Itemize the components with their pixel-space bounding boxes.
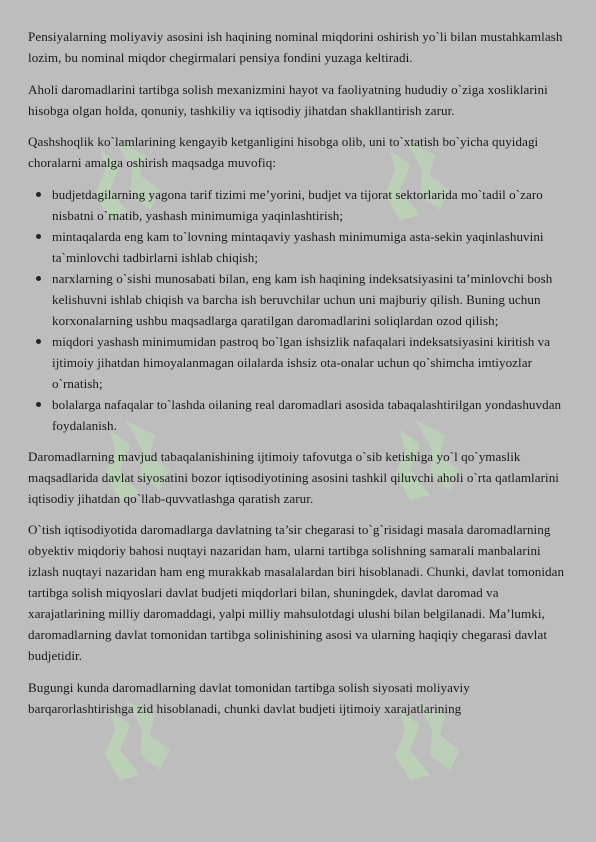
paragraph: O`tish iqtisodiyotida daromadlarga davlatning ta’sir chegarasi to`g`risidagi masala daromadlarning obyektiv miqdoriy bahosi nuqtayi nazaridan ham, ularni tartibga solishning samarali manbalarini izlash nuqtayi nazaridan ham eng murakkab masalalardan biri hisoblanadi. Chunki, davlat tomonidan tartibga solish miqyoslari davlat budjeti miqdorlari bilan, shuningdek, davlat daromad va xarajatlarining milliy daromaddagi, yalpi milliy mahsulotdagi ulushi bilan belgilanadi. Ma’lumki, daromadlarning davlat tomonidan tartibga solinishining asosi va ularning haqiqiy chegarasi davlat budjetidir.: [28, 522, 565, 663]
bullet-item: mintaqalarda eng kam to`lovning mintaqaviy yashash minimumiga asta-sekin yaqinlashuvini ta`minlovchi tadbirlarni ishlab chiqish;: [52, 226, 568, 268]
document-body: [28, 26, 568, 729]
paragraph: Bugungi kunda daromadlarning davlat tomonidan tartibga solish siyosati moliyaviy barqarorlashtirishga zid hisoblanadi, chunki davlat budjeti ijtimoiy xarajatlarining: [28, 679, 470, 716]
bullet-item: budjetdagilarning yagona tarif tizimi me’yorini, budjet va tijorat sektorlarida mo`tadil o`zaro nisbatni o`rnatib, yashash minimumiga yaqinlashtirish;: [52, 184, 568, 226]
paragraph: Aholi daromadlarini tartibga solish mexanizmini hayot va faoliyatning hududiy o`ziga xosliklarini hisobga olgan holda, qonuniy, tashkiliy va iqtisodiy jihatdan shakllantirish zarur.: [28, 81, 548, 118]
bullet-list: [28, 184, 568, 436]
paragraph: Pensiyalarning moliyaviy asosini ish haqining nominal miqdorini oshirish yo`li bilan mustahkamlash lozim, bu nominal miqdor chegirmalari pensiya fondini yuzaga keltiradi.: [28, 29, 563, 65]
bullet-item: bolalarga nafaqalar to`lashda oilaning real daromadlari asosida tabaqalashtirilgan yondashuvdan foydalanish.: [52, 394, 568, 436]
bullet-item: miqdori yashash minimumidan pastroq bo`lgan ishsizlik nafaqalari indeksatsiyasini kiritish va ijtimoiy jihatdan himoyalanmagan oilalarda ishsiz ota-onalar uchun qo`shimcha imtiyozlar o`rnatish;: [52, 331, 568, 394]
bullet-item: narxlarning o`sishi munosabati bilan, eng kam ish haqining indeksatsiyasini ta’minlovchi bosh kelishuvni ishlab chiqish va barcha ish beruvchilar uchun uni majburiy qilish. Buning uchun korxonalarning ushbu maqsadlarga qaratilgan daromadlarini soliqlardan ozod qilish;: [52, 268, 568, 331]
paragraph: Qashshoqlik ko`lamlarining kengayib ketganligini hisobga olib, uni to`xtatish bo`yicha quyidagi choralarni amalga oshirish maqsadga muvofiq:: [28, 134, 539, 170]
paragraph: Daromadlarning mavjud tabaqalanishining ijtimoiy tafovutga o`sib ketishiga yo`l qo`ymaslik maqsadlarida davlat siyosatini bozor iqtisodiyotining asosini tashkil qiluvchi aholi o`rta qatlamlarini iqtisodiy jihatdan qo`llab-quvvatlashga qaratish zarur.: [28, 448, 559, 506]
